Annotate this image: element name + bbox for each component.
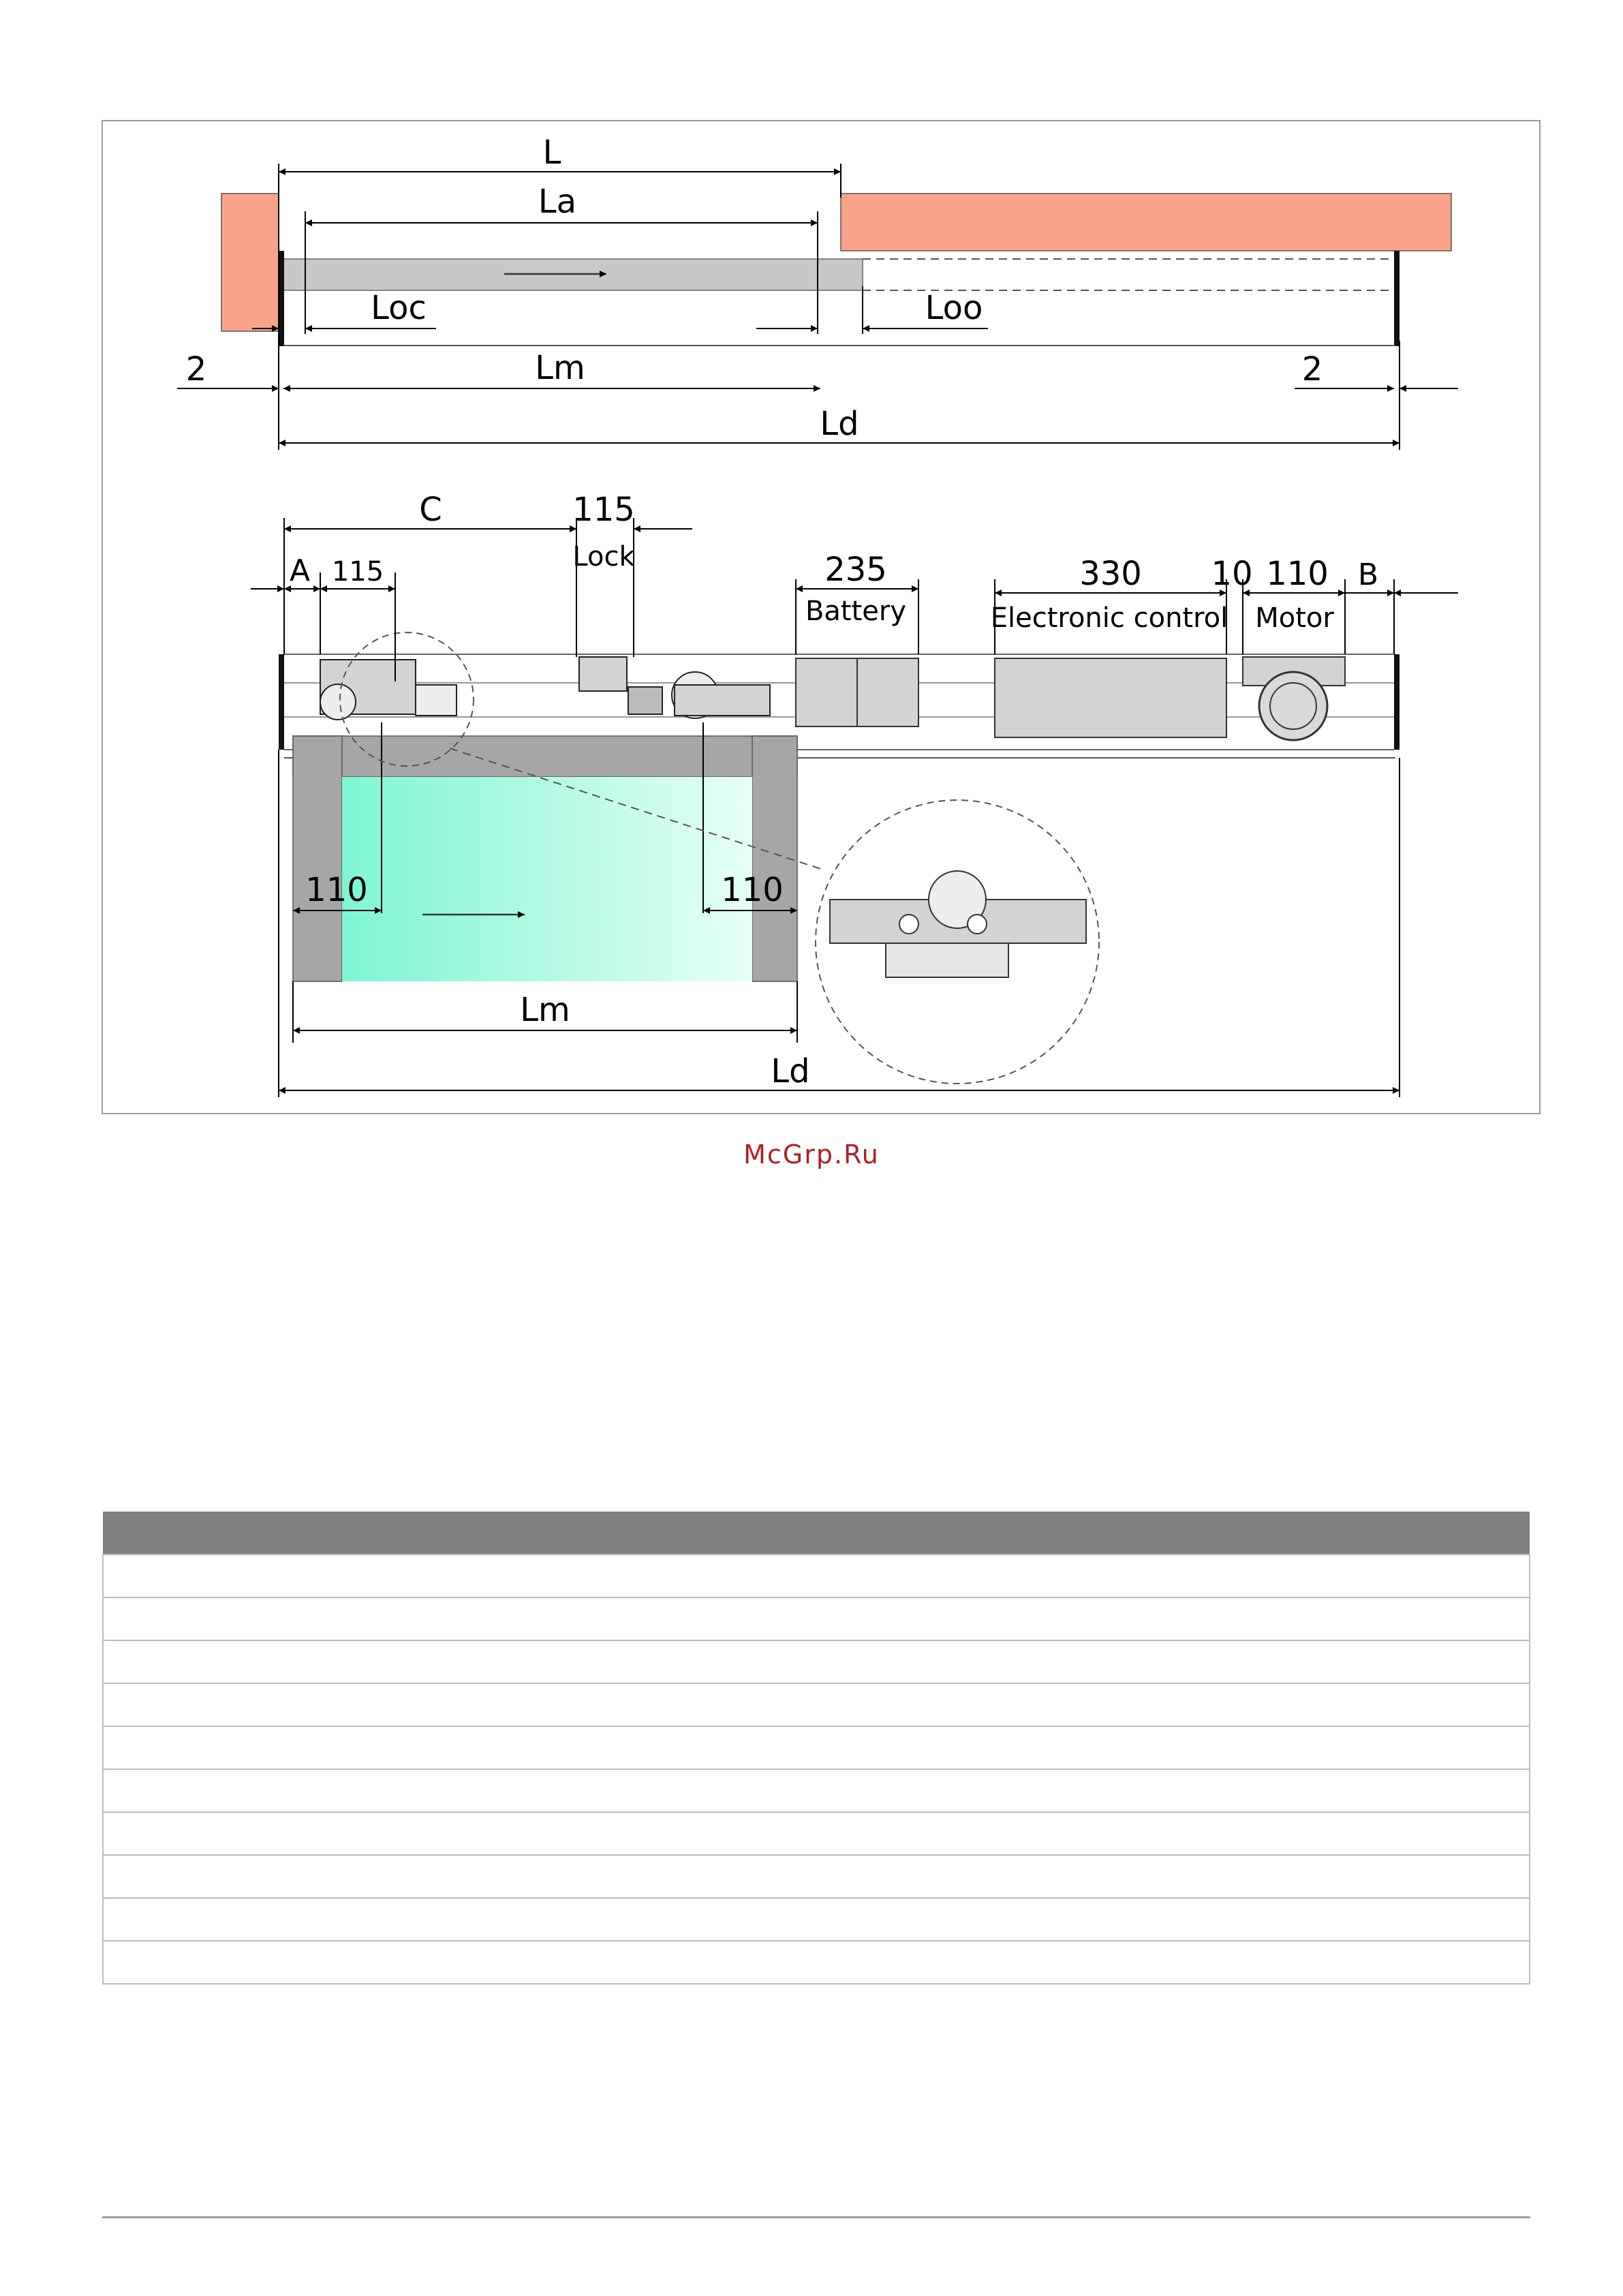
table-row (103, 1855, 1530, 1898)
footer-divider (102, 2216, 1530, 2218)
lock-block (628, 687, 662, 714)
door-frame-top (293, 736, 797, 777)
bottom-diagram (251, 491, 1458, 1097)
carriage-left-plate (416, 685, 457, 716)
frame-left-post (279, 251, 284, 346)
label-Ld-top: Ld (820, 405, 859, 443)
frame-right-post-bottom (1394, 654, 1400, 750)
label-115-a: 115 (331, 556, 384, 587)
label-Lm-bottom: Lm (520, 991, 570, 1029)
top-diagram (177, 134, 1458, 450)
table-row (103, 1683, 1530, 1726)
label-lock: Lock (572, 541, 635, 572)
label-Ld-bottom: Ld (771, 1052, 810, 1090)
table-row (103, 1769, 1530, 1812)
table-row (103, 1640, 1530, 1683)
carriage-left-wheel-icon (320, 684, 356, 720)
watermark: McGrp.Ru (743, 1139, 880, 1169)
door-glass (342, 777, 752, 981)
label-330: 330 (1079, 555, 1142, 593)
label-115-lock: 115 (572, 491, 635, 529)
detail-base (886, 943, 1008, 977)
label-110-right: 110 (721, 871, 784, 909)
label-Loc: Loc (371, 289, 427, 327)
label-A: A (289, 553, 311, 588)
label-La: La (538, 183, 577, 221)
detail-roller-right-icon (968, 915, 987, 934)
label-B: B (1357, 557, 1379, 592)
label-motor: Motor (1255, 602, 1334, 634)
table-header (103, 1512, 1530, 1555)
label-Lm-top: Lm (535, 349, 585, 387)
label-110-left: 110 (305, 871, 368, 909)
label-Loo: Loo (925, 289, 983, 327)
table-row (103, 1812, 1530, 1855)
label-gap-left: 2 (185, 350, 207, 388)
spec-table (102, 1512, 1530, 1985)
label-L: L (542, 134, 561, 172)
lock-body (579, 657, 627, 691)
table-row (103, 1898, 1530, 1941)
label-110-motor: 110 (1266, 555, 1329, 593)
table-row (103, 1941, 1530, 1984)
right-wall (841, 194, 1451, 251)
left-wall (221, 194, 279, 331)
label-gap-right: 2 (1301, 350, 1323, 388)
door-frame-left (293, 736, 342, 981)
frame-left-post-bottom (279, 654, 284, 750)
door-dimension-drawing (0, 0, 1623, 1124)
frame-right-post (1394, 251, 1400, 346)
label-C: C (419, 491, 442, 529)
label-10: 10 (1211, 555, 1253, 593)
label-235: 235 (824, 551, 887, 589)
label-electronic-control: Electronic control (990, 602, 1228, 634)
label-battery: Battery (805, 596, 907, 627)
detail-roller-left-icon (899, 915, 918, 934)
carriage-right-body (675, 685, 770, 716)
table-row (103, 1555, 1530, 1597)
table-row (103, 1597, 1530, 1640)
electronic-control-box (995, 658, 1226, 737)
table-row (103, 1726, 1530, 1769)
